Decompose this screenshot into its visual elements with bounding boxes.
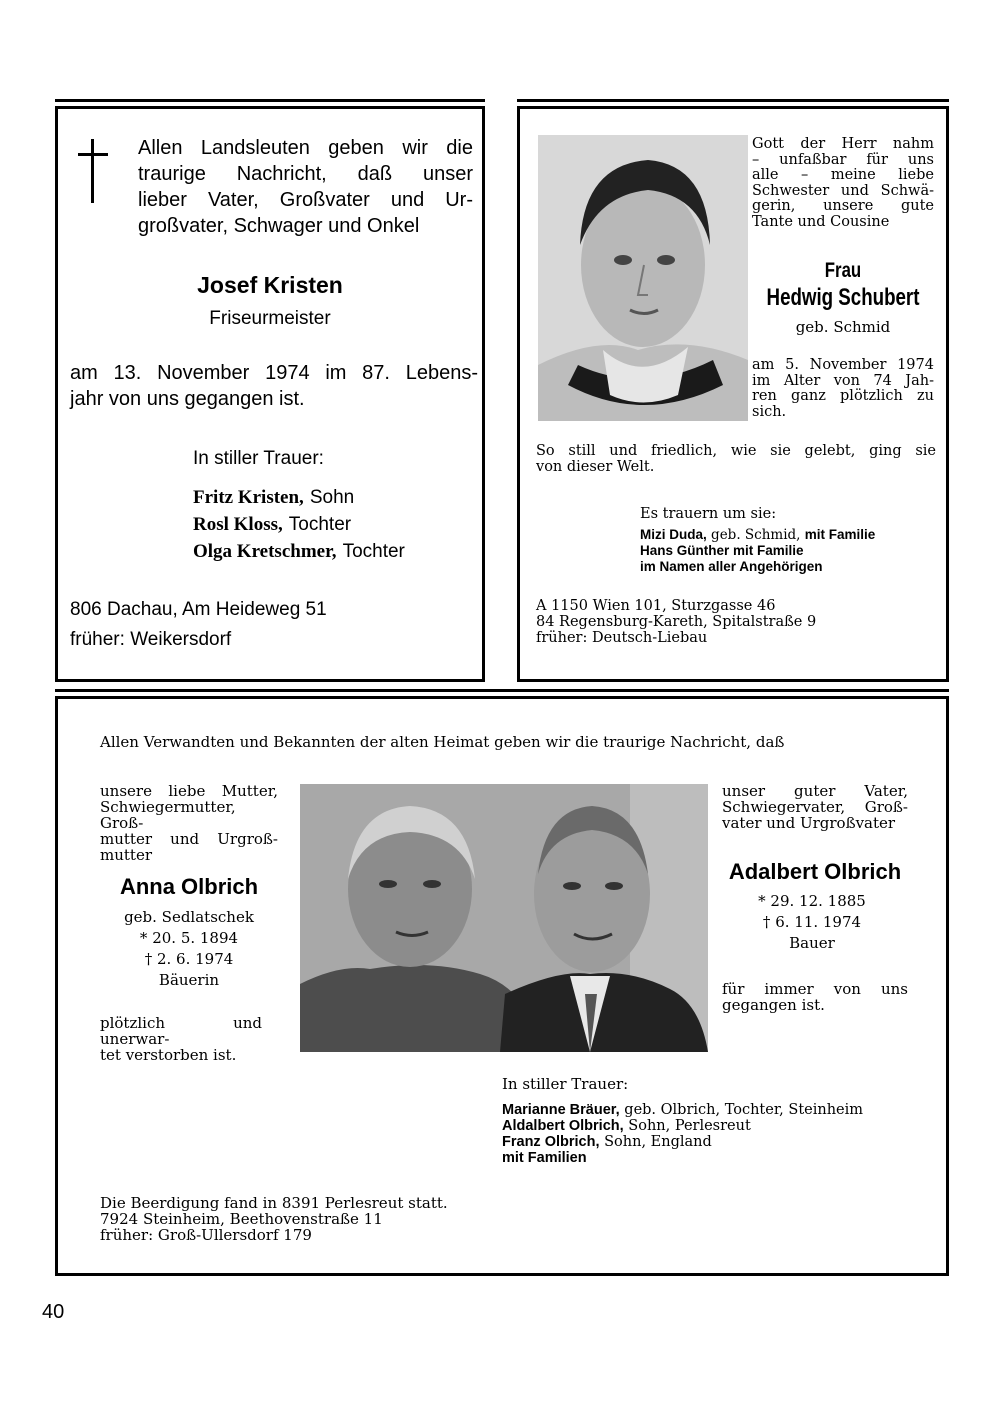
notice2-address: [536, 598, 816, 646]
notice2-top-rule: [517, 99, 949, 102]
death-line: jahr von uns gegangen ist.: [70, 388, 305, 410]
anna-details: [100, 907, 278, 991]
notice2-intro: [752, 137, 934, 230]
intro-line: großvater, Schwager und Onkel: [138, 215, 420, 237]
intro-line: Tante und Cousine: [752, 213, 890, 230]
mourner-relation: Sohn: [309, 487, 355, 508]
notice2-maiden: geb. Schmid: [795, 318, 891, 336]
mourner-detail: geb. Olbrich, Tochter, Steinheim: [624, 1102, 864, 1118]
detail-line: Bauer: [789, 934, 835, 952]
anna-name: Anna Olbrich: [119, 874, 259, 899]
intro-line: vater und Urgroßvater: [722, 814, 896, 832]
cross-icon: [78, 139, 108, 203]
detail-line: geb. Sedlatschek: [124, 908, 254, 926]
mourner-row: [193, 511, 405, 538]
mourner-row: [502, 1150, 863, 1166]
notice1-mourners: [193, 484, 405, 565]
notice3-right-intro: [722, 783, 908, 831]
address-line: A 1150 Wien 101, Sturzgasse 46: [536, 598, 776, 614]
notice2-death: [752, 358, 934, 420]
end-line: gegangen ist.: [722, 996, 825, 1014]
mourner-row: [502, 1118, 863, 1134]
detail-line: † 6. 11. 1974: [762, 913, 862, 931]
anna-end: [100, 1015, 262, 1063]
mourner-row: [502, 1134, 863, 1150]
notice3-footer: [100, 1195, 448, 1243]
mourner-row: [502, 1102, 863, 1118]
notice2-mourners: [640, 527, 936, 575]
notice2-quote: [536, 443, 936, 475]
couple-photo: [300, 784, 708, 1052]
notice1-mourning-heading: In stiller Trauer:: [193, 448, 324, 469]
intro-line: – unfaßbar für uns: [752, 151, 934, 168]
mourner-family: mit Familie: [804, 527, 876, 542]
mourner-relation: Tochter: [342, 541, 405, 562]
notice2-title: Frau: [824, 259, 862, 282]
notice3-left-intro: [100, 783, 278, 863]
portrait-photo: [538, 135, 748, 421]
address-line: 806 Dachau, Am Heideweg 51: [70, 599, 327, 620]
detail-line: * 29. 12. 1885: [758, 892, 866, 910]
end-line: tet verstorben ist.: [100, 1046, 237, 1064]
end-line: plötzlich und unerwar-: [100, 1014, 262, 1048]
address-line: früher: Deutsch-Liebau: [536, 630, 708, 646]
notice1-frame: [55, 106, 485, 682]
mourner-name: Marianne Bräuer,: [502, 1102, 620, 1118]
notice2-frame: [517, 106, 949, 682]
notice1-top-rule: [55, 99, 485, 102]
notice1-intro: [138, 135, 473, 239]
detail-line: Bäuerin: [158, 971, 220, 989]
address-line: 84 Regensburg-Kareth, Spitalstraße 9: [536, 614, 817, 630]
intro-line: unsere liebe Mutter,: [100, 782, 278, 800]
adalbert-name: Adalbert Olbrich: [728, 859, 902, 884]
notice3-mourners: [502, 1102, 863, 1166]
detail-line: * 20. 5. 1894: [139, 929, 239, 947]
address-line: früher: Weikersdorf: [70, 629, 232, 650]
death-line: ren ganz plötzlich zu: [752, 388, 934, 404]
notice2-mourning-heading: Es trauern um sie:: [640, 506, 777, 522]
mourner-row: Hans Günther mit Familie: [640, 543, 804, 558]
death-line: am 13. November 1974 im 87. Lebens-: [70, 362, 478, 384]
intro-line: mutter und Urgroß-: [100, 830, 278, 848]
notice2-name: Hedwig Schubert: [766, 284, 920, 311]
notice1-death: [70, 360, 478, 412]
mourner-name: Olga Kretschmer,: [193, 541, 337, 562]
intro-line: Schwester und Schwä-: [752, 182, 934, 199]
adalbert-end: [722, 981, 908, 1013]
death-line: sich.: [752, 403, 787, 420]
mourner-row: [193, 538, 405, 565]
intro-line: alle – meine liebe: [752, 167, 934, 183]
notice1-occupation: Friseurmeister: [209, 308, 331, 329]
end-line: für immer von uns: [722, 980, 908, 998]
adalbert-details: [722, 891, 902, 954]
mourner-row: [193, 484, 405, 511]
page-number: 40: [42, 1301, 65, 1323]
intro-line: Schwiegermutter, Groß-: [100, 798, 236, 832]
mourner-name: mit Familien: [502, 1150, 587, 1166]
notice1-name: Josef Kristen: [197, 272, 343, 298]
footer-line: früher: Groß-Ullersdorf 179: [100, 1226, 312, 1244]
intro-line: lieber Vater, Großvater und Ur-: [138, 189, 473, 211]
mourner-name: Aldalbert Olbrich,: [502, 1118, 624, 1134]
intro-line: unser guter Vater,: [722, 782, 908, 800]
footer-line: 7924 Steinheim, Beethovenstraße 11: [100, 1210, 383, 1228]
intro-line: Gott der Herr nahm: [752, 136, 934, 152]
intro-line: mutter: [100, 846, 152, 864]
mourner-row: im Namen aller Angehörigen: [640, 559, 823, 574]
footer-line: Die Beerdigung fand in 8391 Perlesreut statt.: [100, 1194, 448, 1212]
mourner-name: Fritz Kristen,: [193, 487, 304, 508]
notice3-mourning-heading: In stiller Trauer:: [502, 1075, 629, 1093]
quote-line: So still und friedlich, wie sie gelebt, ging sie: [536, 443, 936, 459]
notice3-intro: Allen Verwandten und Bekannten der alten Heimat geben wir die traurige Nachricht, daß: [100, 733, 785, 751]
mourner-row: [640, 527, 936, 543]
intro-line: gerin, unsere gute: [752, 198, 934, 214]
death-line: im Alter von 74 Jah-: [752, 372, 934, 389]
mourner-detail: geb. Schmid,: [711, 527, 801, 543]
intro-line: traurige Nachricht, daß unser: [138, 163, 473, 185]
mourner-detail: Sohn, England: [604, 1134, 712, 1150]
mourner-name: Franz Olbrich,: [502, 1134, 600, 1150]
mourner-relation: Tochter: [288, 514, 352, 535]
intro-line: Allen Landsleuten geben wir die: [138, 137, 473, 159]
mourner-name: Mizi Duda,: [640, 527, 707, 542]
death-line: am 5. November 1974: [752, 357, 934, 373]
quote-line: von dieser Welt.: [536, 459, 655, 475]
notice3-top-rule: [55, 689, 949, 692]
intro-line: Schwiegervater, Groß-: [722, 798, 908, 816]
mourner-detail: Sohn, Perlesreut: [628, 1118, 751, 1134]
detail-line: † 2. 6. 1974: [144, 950, 234, 968]
notice1-address: [70, 595, 327, 655]
mourner-name: Rosl Kloss,: [193, 514, 283, 535]
notice3-frame: [55, 696, 949, 1276]
